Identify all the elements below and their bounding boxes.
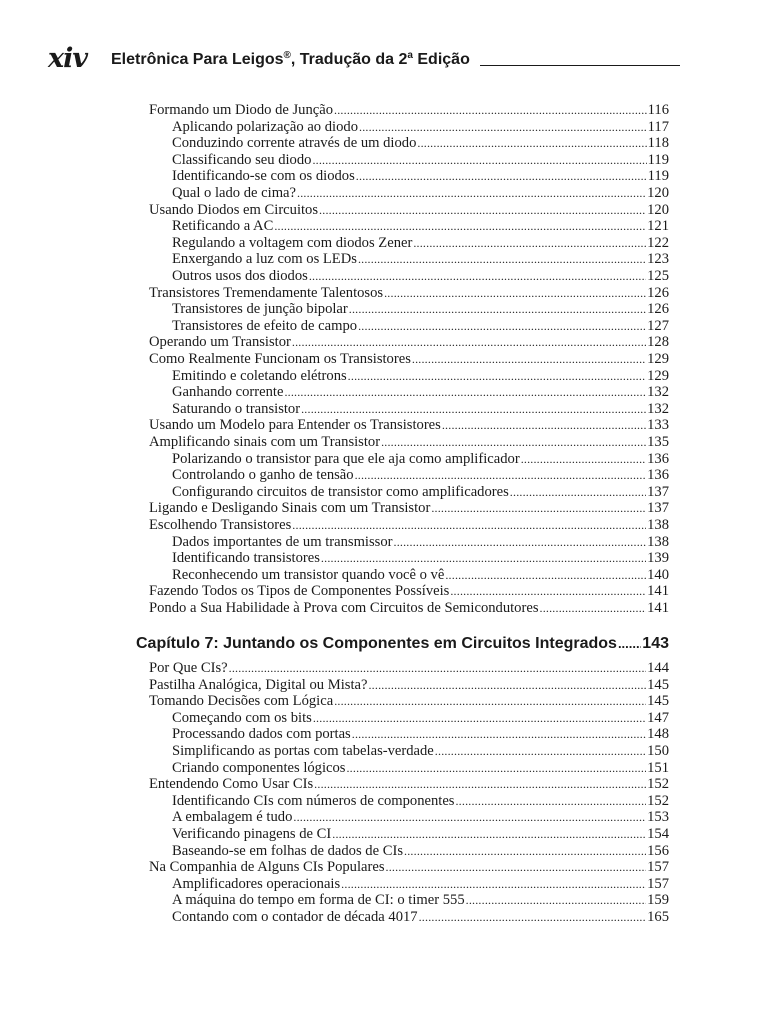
toc-entry-title: Processando dados com portas xyxy=(172,726,351,743)
toc-entry-page: 152 xyxy=(647,792,669,809)
toc-entry-title: Fazendo Todos os Tipos de Componentes Possíveis xyxy=(149,583,450,600)
toc-entry-page: 157 xyxy=(647,875,669,892)
toc-entry xyxy=(149,202,669,219)
dot-leader xyxy=(321,550,646,567)
dot-leader xyxy=(352,726,646,743)
toc-entry xyxy=(172,809,669,826)
toc-entry-page: 153 xyxy=(647,809,669,826)
toc-entry-page: 127 xyxy=(647,317,669,334)
toc-entry xyxy=(172,710,669,727)
toc-entry-title: Transistores de efeito de campo xyxy=(172,317,358,334)
toc-entry-page: 126 xyxy=(647,301,669,318)
toc-entry-title: Escolhendo Transistores xyxy=(149,517,292,533)
dot-leader xyxy=(540,600,647,617)
dot-leader xyxy=(435,743,646,760)
dot-leader xyxy=(341,876,646,893)
toc-entry-title: Identificando-se com os diodos xyxy=(172,168,355,185)
toc-entry xyxy=(149,417,669,434)
toc-entry-title: Polarizando o transistor para que ele aja como amplificador xyxy=(172,450,520,467)
toc-entry xyxy=(172,401,669,418)
dot-leader xyxy=(358,251,646,268)
toc-entry-title: Enxergando a luz com os LEDs xyxy=(172,251,357,268)
toc-entry xyxy=(149,334,669,351)
dot-leader xyxy=(348,368,646,385)
toc-entry xyxy=(172,793,669,810)
toc-entry-page: 132 xyxy=(647,400,669,417)
toc-entry xyxy=(172,218,669,235)
toc-entry-page: 137 xyxy=(647,500,669,517)
toc-entry-page: 129 xyxy=(647,351,669,367)
toc-entry-page: 144 xyxy=(647,660,669,676)
dot-leader xyxy=(368,677,646,694)
toc-entry-page: 138 xyxy=(647,533,669,550)
toc-entry xyxy=(172,467,669,484)
chapter-page: 143 xyxy=(642,635,669,652)
toc-entry-title: Verificando pinagens de CI xyxy=(172,826,332,842)
dot-leader xyxy=(450,583,646,600)
dot-leader xyxy=(284,384,646,401)
toc-entry xyxy=(149,351,669,368)
toc-entry xyxy=(172,567,669,584)
edition-superscript: a xyxy=(407,50,413,61)
toc-entry xyxy=(172,760,669,777)
toc-entry xyxy=(172,550,669,567)
toc-entry-page: 152 xyxy=(647,776,669,793)
toc-entry-title: Retificando a AC xyxy=(172,218,274,235)
book-title-main: Eletrônica Para Leigos xyxy=(111,51,284,68)
toc-entry-page: 136 xyxy=(647,450,669,467)
dot-leader xyxy=(381,434,646,451)
toc-entry-title: A embalagem é tudo xyxy=(172,809,293,826)
dot-leader xyxy=(359,119,647,136)
toc-entry-title: Baseando-se em folhas de dados de CIs xyxy=(172,842,404,859)
toc-entry-title: Identificando transistores xyxy=(172,550,320,567)
dot-leader xyxy=(297,185,646,202)
dot-leader xyxy=(309,268,646,285)
book-title-rest: , Tradução da 2 xyxy=(290,51,408,68)
toc-entry xyxy=(172,876,669,893)
dot-leader xyxy=(466,892,646,909)
dot-leader xyxy=(355,467,647,484)
toc-entry xyxy=(172,368,669,385)
toc-entry-title: Transistores Tremendamente Talentosos xyxy=(149,284,384,301)
toc-entry-page: 136 xyxy=(647,467,669,484)
toc-entry xyxy=(172,251,669,268)
toc-entry-page: 150 xyxy=(647,743,669,759)
dot-leader xyxy=(417,135,646,152)
toc-entry-title: Emitindo e coletando elétrons xyxy=(172,367,347,384)
dot-leader xyxy=(442,417,646,434)
toc-entry-page: 145 xyxy=(647,693,669,710)
toc-entry xyxy=(149,102,669,119)
toc-entry-title: Operando um Transistor xyxy=(149,334,291,351)
toc-entry-page: 119 xyxy=(647,151,669,168)
dot-leader xyxy=(334,693,646,710)
running-header xyxy=(48,43,680,74)
toc-entry-title: Na Companhia de Alguns CIs Populares xyxy=(149,859,385,876)
dot-leader xyxy=(292,517,646,534)
dot-leader xyxy=(521,451,646,468)
toc-entry-title: Tomando Decisões com Lógica xyxy=(149,693,334,710)
toc-entry-page: 123 xyxy=(647,251,669,268)
toc-entry-title: Simplificando as portas com tabelas-verdade xyxy=(172,743,434,759)
toc-entry-page: 165 xyxy=(647,909,669,925)
toc-entry xyxy=(172,384,669,401)
book-title xyxy=(111,50,470,70)
dot-leader xyxy=(332,826,646,843)
dot-leader xyxy=(510,484,646,501)
dot-leader xyxy=(314,776,646,793)
toc-entry-title: Qual o lado de cima? xyxy=(172,185,296,201)
toc-entry-page: 148 xyxy=(647,726,669,743)
toc-entry-title: Outros usos dos diodos xyxy=(172,268,308,284)
toc-entry-title: Formando um Diodo de Junção xyxy=(149,102,334,118)
toc-entry-title: Amplificadores operacionais xyxy=(172,875,341,892)
toc-entry xyxy=(149,677,669,694)
toc-entry-page: 121 xyxy=(647,218,669,235)
toc-entry-title: Regulando a voltagem com diodos Zener xyxy=(172,234,413,251)
dot-leader xyxy=(419,909,647,926)
toc-entry-title: A máquina do tempo em forma de CI: o timer 555 xyxy=(172,892,465,909)
toc-entry-page: 140 xyxy=(647,566,669,583)
toc-entry-page: 141 xyxy=(647,583,669,600)
toc-entry-title: Classificando seu diodo xyxy=(172,151,312,168)
toc-entry xyxy=(172,235,669,252)
dot-leader xyxy=(431,500,646,517)
dot-leader xyxy=(334,102,647,119)
toc-entry xyxy=(172,152,669,169)
toc-entry-page: 138 xyxy=(647,517,669,533)
dot-leader xyxy=(404,843,646,860)
toc-entry xyxy=(172,168,669,185)
toc-entry-page: 154 xyxy=(647,826,669,842)
toc-entry-title: Amplificando sinais com um Transistor xyxy=(149,434,381,450)
toc-entry-page: 119 xyxy=(647,168,669,185)
toc-entry xyxy=(172,892,669,909)
toc-entry-page: 147 xyxy=(647,709,669,726)
toc-entry-title: Reconhecendo um transistor quando você o vê xyxy=(172,566,445,583)
toc-entry-page: 139 xyxy=(647,550,669,567)
toc-entry xyxy=(172,534,669,551)
dot-leader xyxy=(346,760,646,777)
toc-entry-title: Pondo a Sua Habilidade à Prova com Circuitos de Semicondutores xyxy=(149,600,539,616)
toc-entry-title: Ganhando corrente xyxy=(172,384,284,401)
dot-leader xyxy=(301,401,646,418)
toc-entry-page: 128 xyxy=(647,334,669,351)
toc-entry-title: Pastilha Analógica, Digital ou Mista? xyxy=(149,676,368,693)
dot-leader xyxy=(618,634,641,654)
toc-entry-page: 145 xyxy=(647,676,669,693)
dot-leader xyxy=(356,168,647,185)
dot-leader xyxy=(292,334,646,351)
toc-entry-title: Aplicando polarização ao diodo xyxy=(172,118,358,135)
toc-entry xyxy=(172,726,669,743)
dot-leader xyxy=(386,859,647,876)
dot-leader xyxy=(455,793,646,810)
toc-entry-page: 133 xyxy=(647,417,669,434)
dot-leader xyxy=(394,534,647,551)
dot-leader xyxy=(384,285,646,302)
toc-entry xyxy=(172,826,669,843)
toc-entry xyxy=(149,500,669,517)
toc-entry xyxy=(149,859,669,876)
toc-entry-page: 117 xyxy=(647,118,669,135)
toc-entry-page: 157 xyxy=(647,859,669,876)
toc-entry-title: Por Que CIs? xyxy=(149,660,228,676)
toc-entry-page: 125 xyxy=(647,268,669,284)
toc-entry xyxy=(172,318,669,335)
toc-entry-title: Contando com o contador de década 4017 xyxy=(172,909,418,925)
toc-entry-title: Transistores de junção bipolar xyxy=(172,301,348,318)
toc-entry-title: Começando com os bits xyxy=(172,709,312,726)
dot-leader xyxy=(229,660,646,677)
registered-mark: ® xyxy=(283,50,291,61)
dot-leader xyxy=(349,301,646,318)
toc-entry-page: 141 xyxy=(647,600,669,616)
toc-entry-page: 120 xyxy=(647,185,669,201)
dot-leader xyxy=(312,152,646,169)
toc-entry-title: Criando componentes lógicos xyxy=(172,759,346,776)
toc-entry-title: Conduzindo corrente através de um diodo xyxy=(172,135,417,152)
toc-entry xyxy=(172,909,669,926)
toc-entry-page: 151 xyxy=(647,759,669,776)
toc-entry xyxy=(172,268,669,285)
toc-entry xyxy=(149,776,669,793)
toc-entry-page: 116 xyxy=(647,102,669,118)
dot-leader xyxy=(445,567,646,584)
dot-leader xyxy=(413,235,646,252)
toc-entry-page: 156 xyxy=(647,842,669,859)
toc-entry-title: Configurando circuitos de transistor como amplificadores xyxy=(172,483,509,500)
toc-entry-page: 129 xyxy=(647,367,669,384)
page-number: xiv xyxy=(48,43,88,74)
toc-entry xyxy=(172,484,669,501)
toc-entry-page: 120 xyxy=(647,201,669,218)
toc-entry xyxy=(149,285,669,302)
toc-entry xyxy=(149,660,669,677)
book-title-end: Edição xyxy=(412,51,470,68)
toc-entry-title: Como Realmente Funcionam os Transistores xyxy=(149,351,411,367)
dot-leader xyxy=(274,218,646,235)
toc-entry xyxy=(172,301,669,318)
toc-entry-title: Saturando o transistor xyxy=(172,400,301,417)
toc-entry-page: 159 xyxy=(647,892,669,909)
toc-entry-title: Entendendo Como Usar CIs xyxy=(149,776,314,793)
dot-leader xyxy=(358,318,646,335)
dot-leader xyxy=(319,202,646,219)
toc-entry xyxy=(149,600,669,617)
toc-entry-title: Usando Diodos em Circuitos xyxy=(149,201,319,218)
toc-entry xyxy=(149,517,669,534)
toc-entry-page: 126 xyxy=(647,284,669,301)
toc-entry-title: Ligando e Desligando Sinais com um Transistor xyxy=(149,500,431,517)
toc-entry xyxy=(172,743,669,760)
toc-entry-title: Controlando o ganho de tensão xyxy=(172,467,354,484)
toc-entry xyxy=(172,185,669,202)
toc-entry-page: 132 xyxy=(647,384,669,401)
toc-entry-page: 135 xyxy=(647,434,669,450)
toc-entry xyxy=(172,119,669,136)
header-rule xyxy=(480,65,680,66)
toc-entry xyxy=(149,693,669,710)
dot-leader xyxy=(313,710,646,727)
toc-entry xyxy=(172,135,669,152)
dot-leader xyxy=(412,351,646,368)
toc-entry-page: 118 xyxy=(647,135,669,152)
toc-entry-title: Identificando CIs com números de componentes xyxy=(172,792,455,809)
toc-entry xyxy=(172,843,669,860)
toc-entry-title: Dados importantes de um transmissor xyxy=(172,533,393,550)
toc-entry-title: Usando um Modelo para Entender os Transistores xyxy=(149,417,441,434)
dot-leader xyxy=(293,809,646,826)
toc-entry xyxy=(172,451,669,468)
chapter-heading xyxy=(136,634,669,654)
toc-entry-page: 137 xyxy=(647,483,669,500)
chapter-title: Capítulo 7: Juntando os Componentes em Circuitos Integrados xyxy=(136,635,617,652)
toc-entry xyxy=(149,434,669,451)
toc-entry-page: 122 xyxy=(647,234,669,251)
toc-entry xyxy=(149,583,669,600)
